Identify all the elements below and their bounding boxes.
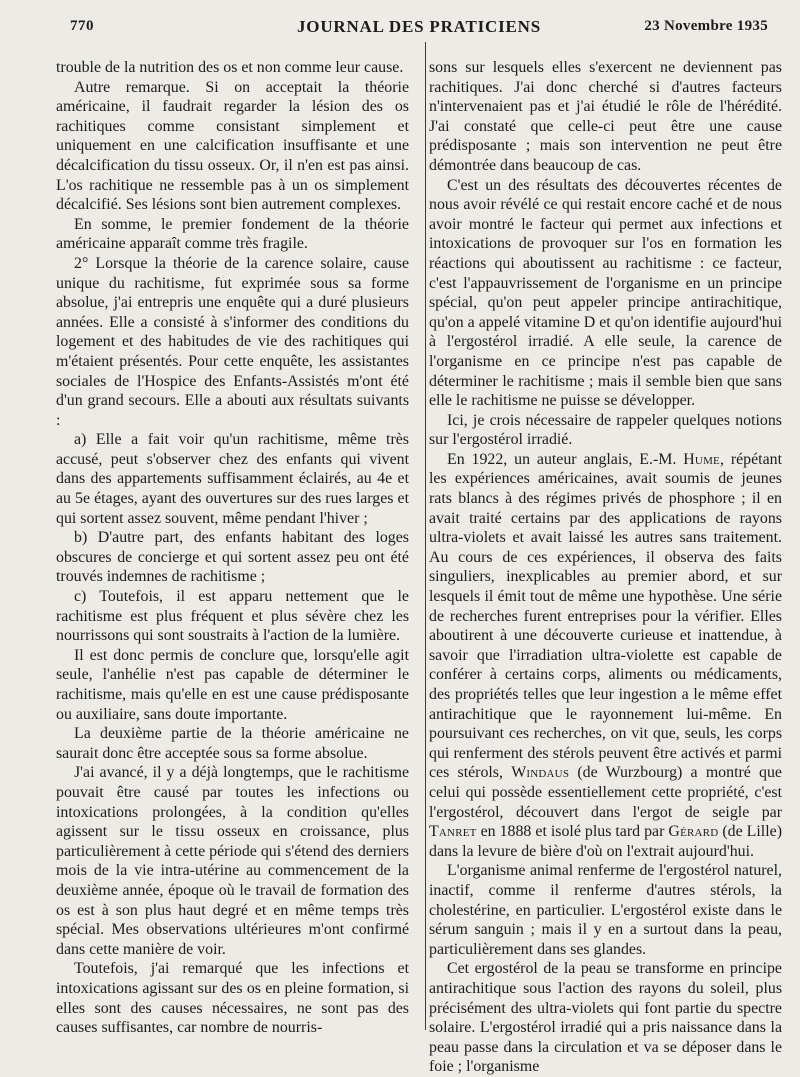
paragraph: J'ai avancé, il y a déjà longtemps, que le rachitisme pouvait être causé par toutes les infections ou intoxications prolongées, à la condition qu'elles agissent sur le tissu osseux en croissance, plus particulièrement à cette période qui s'étend des derniers mois de la vie intra-utérine au commencement de la deuxième année, époque où le travail de formation des os est à son plus haut degré et en même temps très spécial. Mes observations ultérieures m'ont confirmé dans cette manière de voir. [56, 764, 409, 958]
paragraph: 2° Lorsque la théorie de la carence solaire, cause unique du rachitisme, fut exprimée sous sa forme absolue, j'ai entrepris une enquête qui a duré plusieurs années. Elle a consisté à s'informer des conditions du logement et des habitudes de vie des rachitiques qui m'étaient présentés. Pour cette enquête, les assistantes sociales de l'Hospice des Enfants-Assistés m'ont été d'un grand secours. Elle a abouti aux résultats suivants : [56, 254, 409, 429]
paragraph: sons sur lesquels elles s'exercent ne deviennent pas rachitiques. J'ai donc cherché si d'autres facteurs n'intervenaient pas et j'ai étudié le rôle de l'hérédité. J'ai constaté que celle-ci peut être une cause prédisposante ; mais son intervention ne peut être démontrée dans beaucoup de cas. [429, 59, 782, 174]
paragraph: c) Toutefois, il est apparu nettement que le rachitisme est plus fréquent et plus sévère chez les nourrissons qui sont soustraits à l'action de la lumière. [56, 588, 409, 645]
issue-date: 23 Novembre 1935 [644, 18, 768, 34]
paragraph: Ici, je crois nécessaire de rappeler quelques notions sur l'ergostérol irradié. [429, 411, 782, 449]
right-column [419, 58, 782, 1077]
paragraph: Cet ergostérol de la peau se transforme en principe antirachitique sous l'action des rayons du soleil, plus précisément des ultra-violets qui font partie du spectre solaire. L'ergostérol irradié qui a pris naissance dans la peau passe dans la circulation et va se déposer dans le foie ; l'organisme [429, 960, 782, 1076]
paragraph: a) Elle a fait voir qu'un rachitisme, même très accusé, peut s'observer chez des enfants qui vivent dans des appartements suffisamment éclairés, au 4e et au 5e étages, ayant des ouvertures sur des rues larges et qui sortent assez souvent, même pendant l'hiver ; [56, 431, 409, 527]
text-run: (de Wurzbourg) a montré que celui qui possède essentiellement cette propriété, c'est l'ergostérol, découvert dans l'ergot de seigle par [429, 764, 782, 821]
paragraph: Il est donc permis de conclure que, lorsqu'elle agit seule, l'anhélie n'est pas capable de déterminer le rachitisme, mais qu'elle en est une cause prédisposante ou auxiliaire, sans doute importante. [56, 646, 409, 723]
article-body [56, 58, 782, 1077]
text-run: , répétant les expériences américaines, avait soumis de jeunes rats blancs à des régimes privés de phosphore ; il en avait traité certains par des applications de rayons ultra-violets et avait laissé les autres sans traitement. Au cours de ces expériences, il observa des faits singuliers, inexplicables au premier abord, et sur lesquels il émit tout de même une hypothèse. Une série de recherches furent entreprises pour la vérifier. Elles aboutirent à une découverte curieuse et inattendue, à savoir que l'irradiation ultra-violette est capable de conférer à certains corps, aliments ou médicaments, des propriétés telles que leur ingestion a le même effet antirachitique que le rayonnement lui-même. En poursuivant ces recherches, on vit que, seuls, les corps qui renferment des stérols peuvent être activés et parmi ces stérols, [429, 450, 782, 782]
paragraph: Toutefois, j'ai remarqué que les infections et intoxications agissant sur des os en pleine formation, si elles sont des causes nécessaires, ne sont pas des causes suffisantes, car nombre de nourris- [56, 960, 409, 1037]
text-run: (de Lille) dans la levure de bière d'où on l'extrait aujourd'hui. [429, 823, 782, 860]
paragraph: trouble de la nutrition des os et non comme leur cause. [56, 59, 404, 76]
author-name-hume: Hume [683, 450, 720, 468]
paragraph: b) D'autre part, des enfants habitant des loges obscures de concierge et qui sortent assez peu ont été trouvés indemnes de rachitisme ; [56, 529, 409, 586]
journal-title: JOURNAL DES PRATICIENS [297, 17, 541, 36]
author-name-gerard: Gérard [668, 823, 719, 841]
left-column [56, 58, 419, 1077]
paragraph: La deuxième partie de la théorie américaine ne saurait donc être acceptée sous sa forme absolue. [56, 725, 409, 762]
page-header [56, 14, 782, 44]
text-run: En 1922, un auteur anglais, E.-M. [447, 450, 684, 468]
page-number: 770 [70, 18, 94, 34]
paragraph: C'est un des résultats des découvertes récentes de nous avoir révélé ce qui restait encore caché et de nous avoir montré le facteur qui permet aux infections et intoxications de provoquer sur l'os en formation les réactions qui aboutissent au rachitisme : ce facteur, c'est l'appauvrissement de l'organisme en un principe spécial, qu'on peut appeler principe antirachitique, qu'on a appelé vitamine D et qu'on identifie aujourd'hui à l'ergostérol irradié. A elle seule, la carence de l'organisme en ce principe n'est pas capable de déterminer le rachitisme ; mais il semble bien que sans elle le rachitisme ne puisse se développer. [429, 176, 782, 410]
paragraph: L'organisme animal renferme de l'ergostérol naturel, inactif, comme il renferme d'autres stérols, la cholestérine, en particulier. L'ergostérol existe dans le sérum sanguin ; mais il y en a surtout dans la peau, particulièrement dans ses glandes. [429, 862, 782, 958]
paragraph [429, 450, 782, 861]
paragraph: Autre remarque. Si on acceptait la théorie américaine, il faudrait regarder la lésion des os rachitiques comme consistant simplement et uniquement en une calcification insuffisante et une décalcification du tissu osseux. Or, il n'en est pas ainsi. L'os rachitique ne ressemble pas à un os simplement décalcifié. Ses lésions sont bien autrement complexes. [56, 78, 409, 214]
text-run: en 1888 et isolé plus tard par [476, 823, 669, 841]
author-name-windaus: Windaus [511, 764, 570, 782]
author-name-tanret: Tanret [429, 823, 477, 841]
paragraph: En somme, le premier fondement de la théorie américaine apparaît comme très fragile. [56, 215, 409, 253]
